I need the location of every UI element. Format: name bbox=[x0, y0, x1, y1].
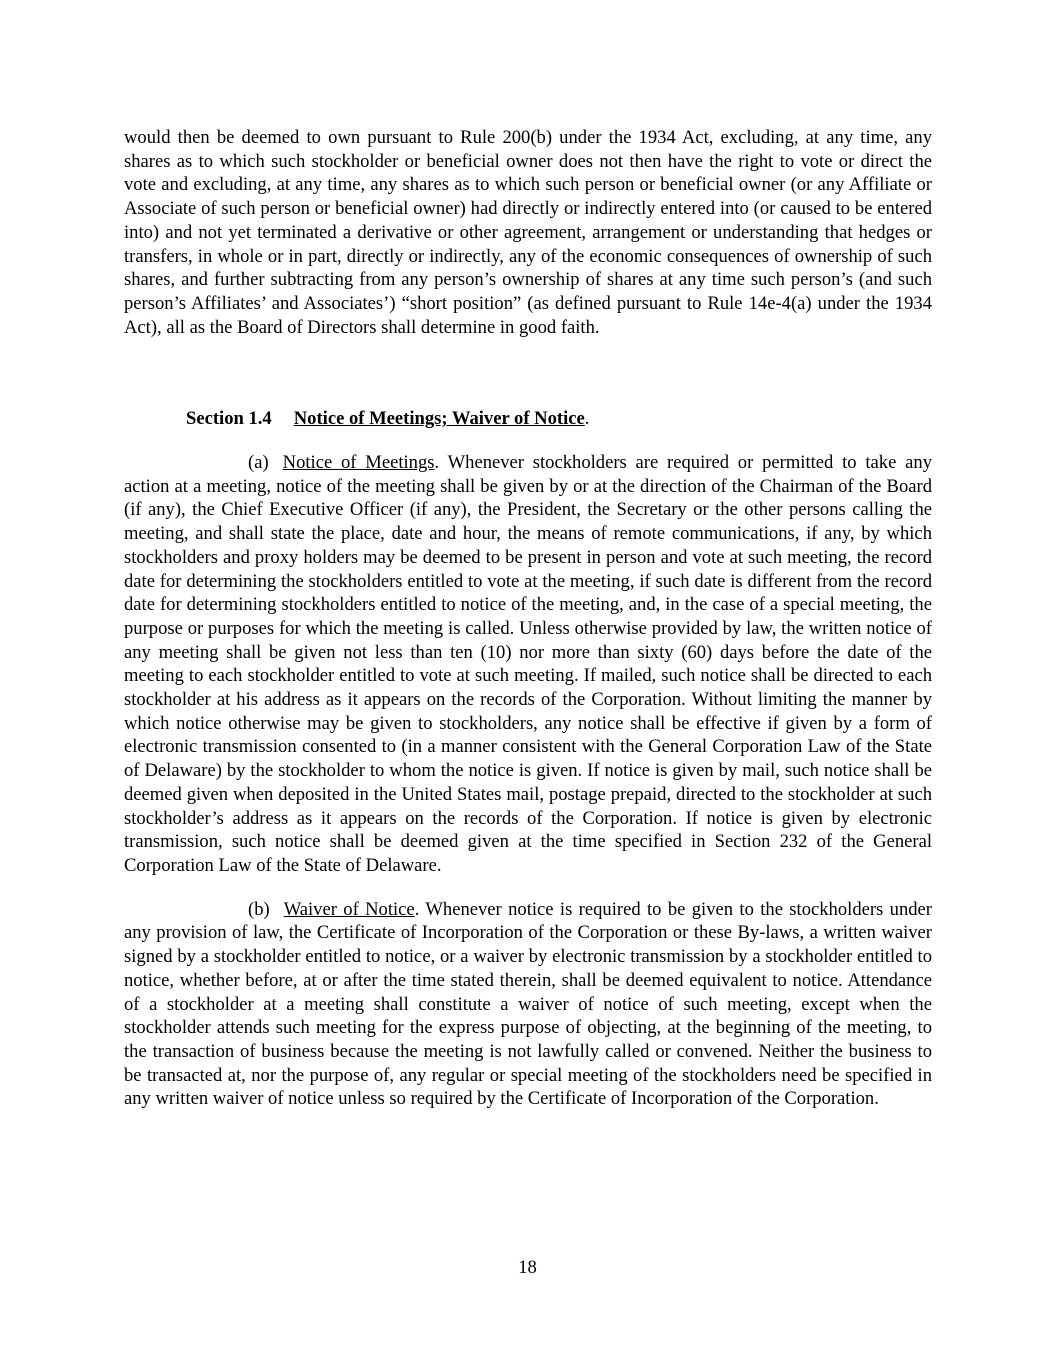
section-heading bbox=[124, 407, 932, 431]
subsection-b-title: Waiver of Notice bbox=[283, 898, 415, 920]
continuation-paragraph: would then be deemed to own pursuant to Rule 200(b) under the 1934 Act, excluding, at any time, any shares as to which such stockholder or beneficial owner does not then have the right to vote or direct the vote and excluding, at any time, any shares as to which such person or beneficial owner (or any Affiliate or Associate of such person or beneficial owner) had directly or indirectly entered into (or caused to be entered into) and not yet terminated a derivative or other agreement, arrangement or understanding that hedges or transfers, in whole or in part, directly or indirectly, any of the economic consequences of ownership of such shares, and further subtracting from any person’s ownership of shares at any time such person’s (and such person’s Affiliates’ and Associates’) “short position” (as defined pursuant to Rule 14e-4(a) under the 1934 Act), all as the Board of Directors shall determine in good faith. bbox=[124, 127, 932, 338]
section-title-punct: . bbox=[584, 408, 590, 430]
section-title: Notice of Meetings; Waiver of Notice bbox=[293, 408, 585, 430]
subsection-a-paragraph bbox=[124, 451, 932, 878]
page-number: 18 bbox=[518, 1257, 537, 1278]
subsection-b-label: (b) bbox=[248, 898, 270, 920]
subsection-a-title: Notice of Meetings bbox=[282, 452, 435, 474]
page-body bbox=[124, 126, 932, 1111]
subsection-b-paragraph bbox=[124, 898, 932, 1111]
section-number: Section 1.4 bbox=[186, 408, 272, 430]
subsection-b-text: . Whenever notice is required to be given to the stockholders under any provision of law, the Certificate of Incorporation of the Corporation or these By-laws, a written waiver signed by a stockholder entitled to notice, or a waiver by electronic transmission by a stockholder entitled to notice, whether before, at or after the time stated therein, shall be deemed equivalent to notice. Attendance of a stockholder at a meeting shall constitute a waiver of notice of such meeting, except when the stockholder attends such meeting for the express purpose of objecting, at the beginning of the meeting, to the transaction of business because the meeting is not lawfully called or convened. Neither the business to be transacted at, nor the purpose of, any regular or special meeting of the stockholders need be specified in any written waiver of notice unless so required by the Certificate of Incorporation of the Corporation. bbox=[124, 898, 932, 1110]
subsection-a-text: . Whenever stockholders are required or permitted to take any action at a meeting, notice of the meeting shall be given by or at the direction of the Chairman of the Board (if any), the Chief Executive Officer (if any), the President, the Secretary or the other persons calling the meeting, and shall state the place, date and hour, the means of remote communications, if any, by which stockholders and proxy holders may be deemed to be present in person and vote at such meeting, the record date for determining the stockholders entitled to vote at the meeting, if such date is different from the record date for determining stockholders entitled to notice of the meeting, and, in the case of a special meeting, the purpose or purposes for which the meeting is called. Unless otherwise provided by law, the written notice of any meeting shall be given not less than ten (10) nor more than sixty (60) days before the date of the meeting to each stockholder entitled to vote at such meeting. If mailed, such notice shall be directed to each stockholder at his address as it appears on the records of the Corporation. Without limiting the manner by which notice otherwise may be given to stockholders, any notice shall be effective if given by a form of electronic transmission consented to (in a manner consistent with the General Corporation Law of the State of Delaware) by the stockholder to whom the notice is given. If notice is given by mail, such notice shall be deemed given when deposited in the United States mail, postage prepaid, directed to the stockholder at such stockholder’s address as it appears on the records of the Corporation. If notice is given by electronic transmission, such notice shall be deemed given at the time specified in Section 232 of the General Corporation Law of the State of Delaware. bbox=[124, 452, 932, 876]
subsection-a-label: (a) bbox=[248, 452, 269, 474]
